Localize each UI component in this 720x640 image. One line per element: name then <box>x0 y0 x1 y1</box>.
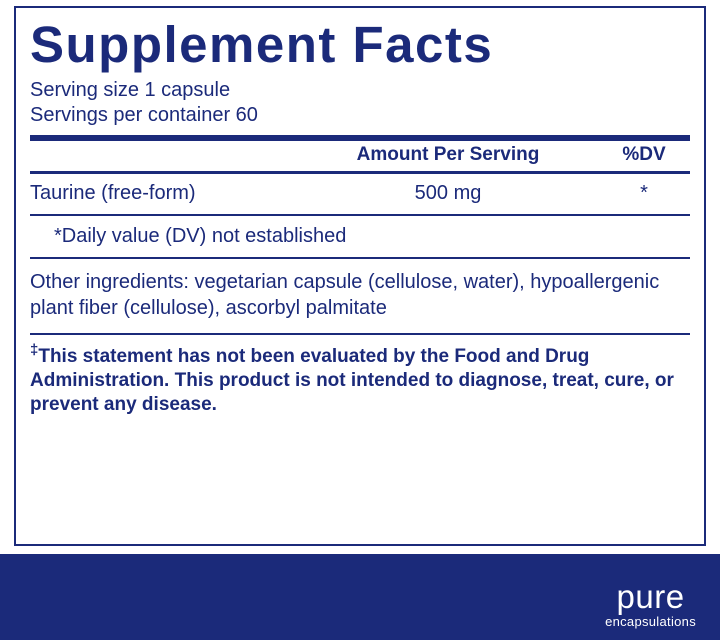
column-header-dv: %DV <box>622 144 666 165</box>
brand-logo <box>605 580 696 630</box>
fda-statement <box>30 335 690 417</box>
nutrient-dv: * <box>640 182 648 204</box>
page-title: Supplement Facts <box>30 16 494 73</box>
statement-marker: ‡ <box>30 341 39 359</box>
nutrient-amount: 500 mg <box>414 182 482 204</box>
daily-value-footnote: *Daily value (DV) not established <box>54 225 347 247</box>
nutrient-name: Taurine (free-form) <box>30 182 196 204</box>
statement-text: This statement has not been evaluated by the Food and Drug Administration. This product is not intended to diagnose, treat, cure, or prevent any disease. <box>30 346 674 415</box>
column-header-amount: Amount Per Serving <box>356 144 540 165</box>
servings-per-container: Servings per container 60 <box>30 104 258 126</box>
panel-inner <box>16 8 704 417</box>
serving-size: Serving size 1 capsule <box>30 79 231 101</box>
table-row <box>30 174 690 214</box>
brand-band <box>0 554 720 640</box>
brand-tagline: encapsulations <box>605 614 696 629</box>
supplement-facts-panel <box>14 6 706 546</box>
other-ingredients: Other ingredients: vegetarian capsule (cellulose, water), hypoallergenic plant fiber (cellulose), ascorbyl palmitate <box>30 271 660 319</box>
brand-name: pure <box>616 578 685 615</box>
table-header-row <box>30 141 690 171</box>
